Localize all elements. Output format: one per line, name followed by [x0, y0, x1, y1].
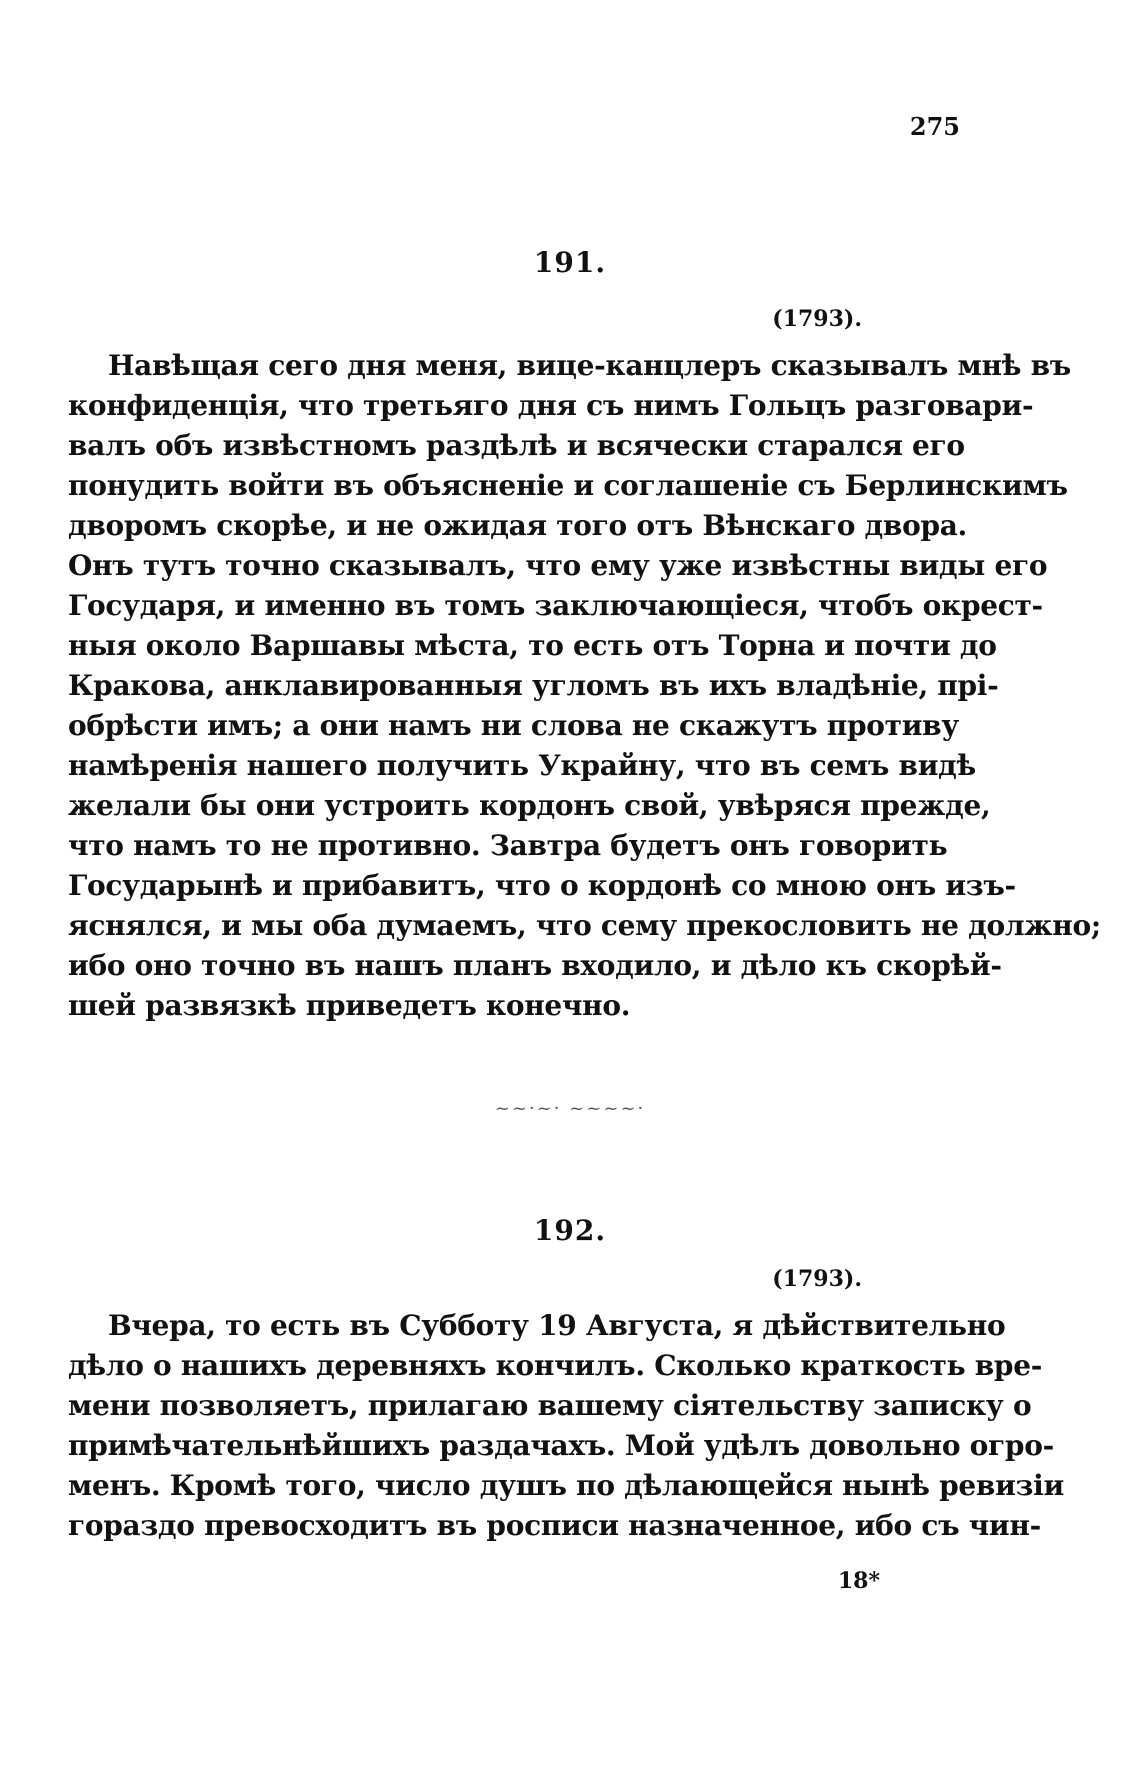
text-line: желали бы они устроить кордонъ свой, увѣряся прежде, — [68, 789, 991, 822]
text-line: Кракова, анклавированныя угломъ въ ихъ владѣніе, прі- — [68, 669, 999, 702]
text-line: шей развязкѣ приведетъ конечно. — [68, 989, 631, 1022]
text-line: намѣренія нашего получить Украйну, что въ семъ видѣ — [68, 749, 976, 782]
text-line: Онъ тутъ точно сказывалъ, что ему уже извѣстны виды его — [68, 549, 1048, 582]
text-line: конфиденція, что третьяго дня съ нимъ Гольцъ разговари- — [68, 389, 1034, 422]
section-ornament: ~~·~· ~~~~· — [494, 1098, 646, 1119]
text-line: Навѣщая сего дня меня, вице-канцлеръ сказывалъ мнѣ въ — [108, 349, 1071, 382]
text-line: примѣчательнѣйшихъ раздачахъ. Мой удѣлъ довольно огро- — [68, 1429, 1054, 1462]
section-191-date: (1793). — [772, 306, 862, 332]
text-line: дворомъ скорѣе, и не ожидая того отъ Вѣнскаго двора. — [68, 509, 968, 542]
text-line: Вчера, то есть въ Субботу 19 Августа, я дѣйствительно — [108, 1309, 1006, 1342]
text-line: менъ. Кромѣ того, число душъ по дѣлающейся нынѣ ревизіи — [68, 1469, 1064, 1502]
text-line: яснялся, и мы оба думаемъ, что сему прекословить не должно; — [68, 909, 1101, 942]
section-192-date: (1793). — [772, 1266, 862, 1292]
text-line: понудить войти въ объясненіе и соглашеніе съ Берлинскимъ — [68, 469, 1068, 502]
text-line: Государя, и именно въ томъ заключающіеся, чтобъ окрест- — [68, 589, 1043, 622]
text-line: Государынѣ и прибавитъ, что о кордонѣ со мною онъ изъ- — [68, 869, 1016, 902]
text-line: обрѣсти имъ; а они намъ ни слова не скажутъ противу — [68, 709, 959, 742]
text-line: гораздо превосходитъ въ росписи назначенное, ибо съ чин- — [68, 1509, 1041, 1542]
text-line: мени позволяетъ, прилагаю вашему сіятельству записку о — [68, 1389, 1032, 1422]
text-line: что намъ то не противно. Завтра будетъ онъ говорить — [68, 829, 948, 862]
text-line: валъ объ извѣстномъ раздѣлѣ и всячески старался его — [68, 429, 965, 462]
text-line: ныя около Варшавы мѣста, то есть отъ Торна и почти до — [68, 629, 997, 662]
section-192-text — [68, 1306, 1064, 1546]
section-191-number: 191. — [533, 246, 607, 279]
signature-mark: 18* — [837, 1568, 880, 1594]
text-line: ибо оно точно въ нашъ планъ входило, и дѣло къ скорѣй- — [68, 949, 1002, 982]
section-192-number: 192. — [533, 1214, 607, 1247]
section-191-text — [68, 346, 1101, 1026]
text-line: дѣло о нашихъ деревняхъ кончилъ. Сколько краткость вре- — [68, 1349, 1043, 1382]
page-number: 275 — [909, 112, 960, 141]
